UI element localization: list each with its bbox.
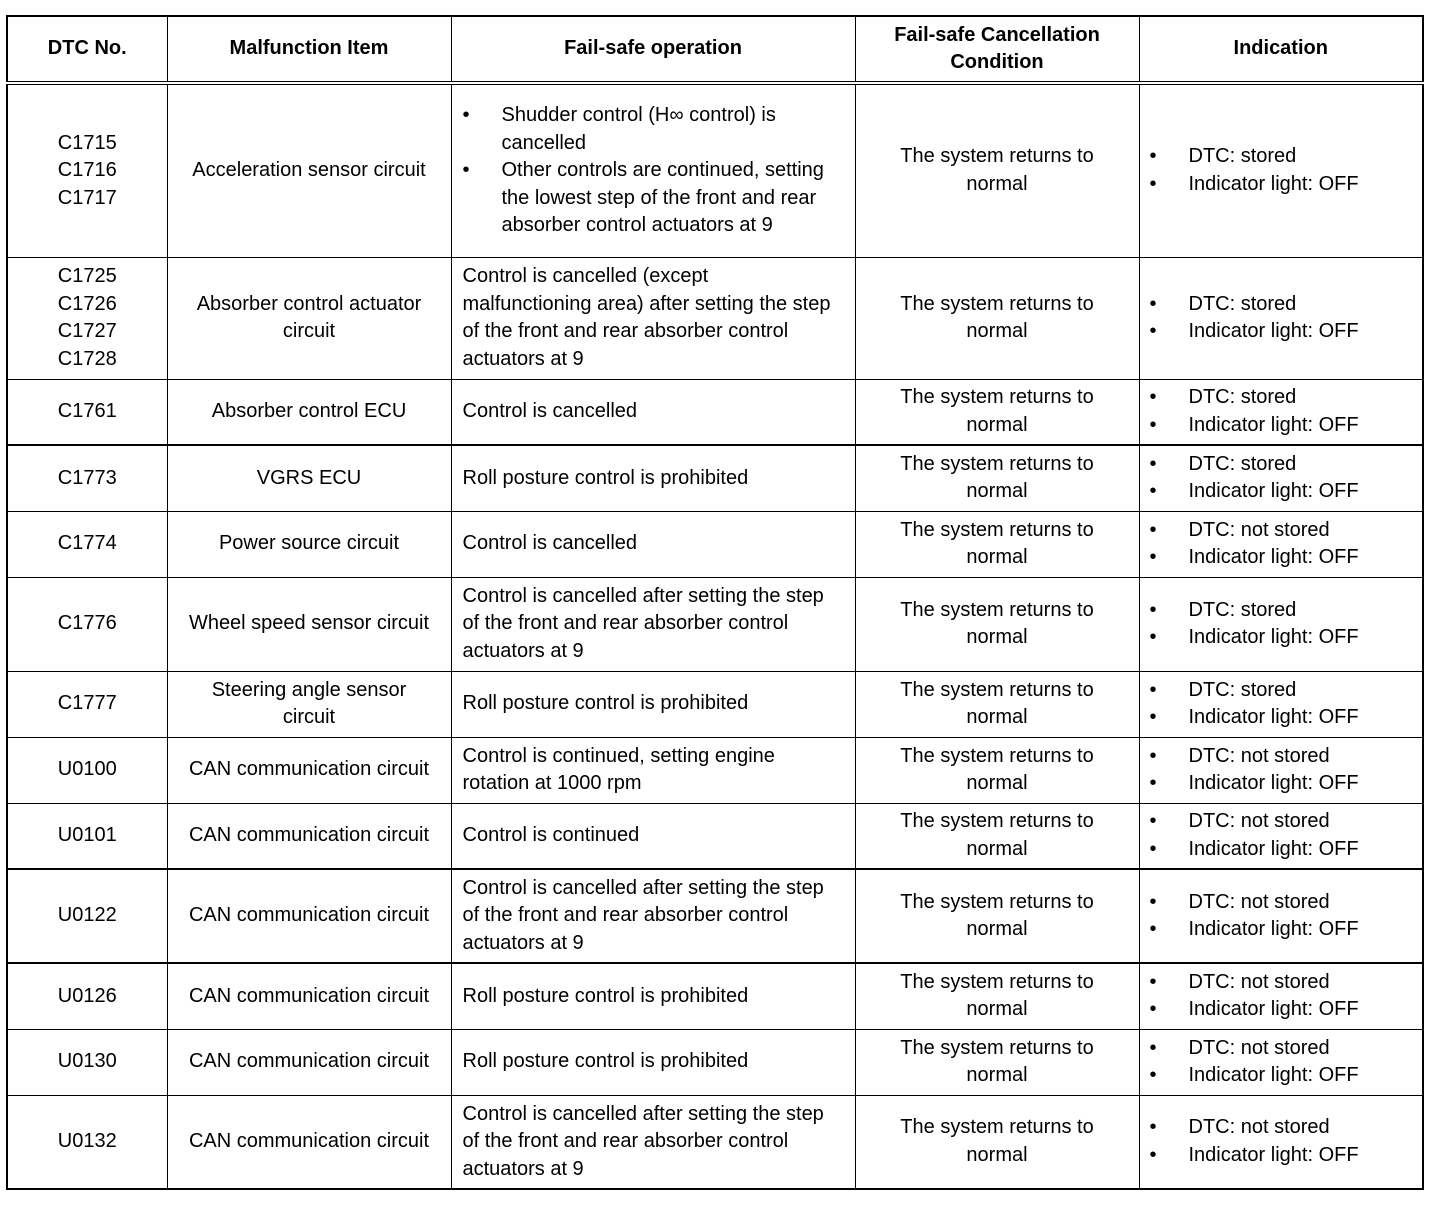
indication-cell (1139, 737, 1423, 803)
table-row (7, 737, 1423, 803)
malfunction-item-text: CAN communication circuit (188, 758, 430, 781)
table-row (7, 379, 1423, 445)
fail-safe-operation-cell (451, 671, 855, 737)
cancellation-condition-cell (855, 1029, 1139, 1095)
indication-item: • Indicator light: OFF (1150, 412, 1423, 440)
table-row (7, 1029, 1423, 1095)
cancellation-text: The system returns to normal (900, 810, 1094, 860)
operation-bullet-item: • Shudder control (H∞ control) is cancelled (463, 102, 835, 157)
indication-list (1150, 1114, 1423, 1169)
indication-item: • Indicator light: OFF (1150, 478, 1423, 506)
malfunction-item-text: CAN communication circuit (188, 1050, 430, 1073)
cancellation-condition-cell (855, 83, 1139, 257)
fail-safe-operation-cell (451, 577, 855, 671)
fail-safe-operation-cell (451, 511, 855, 577)
indication-item: • Indicator light: OFF (1150, 624, 1423, 652)
indication-item: • DTC: stored (1150, 451, 1423, 479)
dtc-code: U0101 (57, 824, 117, 846)
table-row (7, 803, 1423, 869)
indication-list (1150, 677, 1423, 732)
indication-item: • Indicator light: OFF (1150, 544, 1423, 572)
indication-item: • DTC: stored (1150, 291, 1423, 319)
cancellation-text: The system returns to normal (900, 1036, 1094, 1086)
indication-list (1150, 291, 1423, 346)
operation-text: Control is cancelled (462, 532, 638, 555)
table-row (7, 83, 1423, 257)
dtc-code: C1776 (57, 612, 117, 635)
cancellation-text: The system returns to normal (900, 452, 1094, 503)
fail-safe-operation-cell (451, 963, 855, 1029)
cancellation-text: The system returns to normal (900, 970, 1094, 1021)
cancellation-condition-cell (855, 1095, 1139, 1189)
cancellation-text: The system returns to normal (900, 518, 1094, 568)
operation-text: Control is cancelled after setting the step of the front and rear absorber control actuators at 9 (462, 584, 824, 662)
indication-cell (1139, 379, 1423, 445)
dtc-cell (7, 379, 167, 445)
cancellation-text: The system returns to normal (900, 890, 1094, 940)
operation-text: Roll posture control is prohibited (462, 1050, 749, 1073)
operation-text: Control is cancelled after setting the step of the front and rear absorber control actuators at 9 (462, 1102, 824, 1180)
cancellation-text: The system returns to normal (900, 386, 1094, 436)
table-header-row (7, 16, 1423, 83)
operation-text: Control is cancelled after setting the step of the front and rear absorber control actuators at 9 (462, 876, 824, 954)
indication-item: • Indicator light: OFF (1150, 1062, 1423, 1090)
dtc-code: C1774 (57, 532, 117, 555)
fail-safe-table-wrapper (6, 15, 1422, 1190)
dtc-code: U0130 (57, 1050, 117, 1073)
dtc-code: C1777 (57, 692, 117, 715)
dtc-cell (7, 963, 167, 1029)
dtc-cell (7, 257, 167, 379)
cancellation-condition-cell (855, 803, 1139, 869)
table-row (7, 1095, 1423, 1189)
dtc-code: C1726 (57, 292, 117, 315)
indication-cell (1139, 577, 1423, 671)
indication-cell (1139, 511, 1423, 577)
indication-item: • DTC: not stored (1150, 1035, 1423, 1063)
dtc-cell (7, 1095, 167, 1189)
indication-cell (1139, 803, 1423, 869)
indication-item: • Indicator light: OFF (1150, 704, 1423, 732)
indication-item: • Indicator light: OFF (1150, 318, 1423, 346)
malfunction-item-cell (167, 83, 451, 257)
operation-text: Roll posture control is prohibited (462, 984, 749, 1007)
indication-list (1150, 808, 1423, 863)
dtc-code: C1761 (57, 400, 117, 422)
malfunction-item-text: Power source circuit (218, 532, 400, 555)
dtc-cell (7, 511, 167, 577)
indication-item: • Indicator light: OFF (1150, 996, 1423, 1024)
dtc-cell (7, 671, 167, 737)
cancellation-text: The system returns to normal (900, 744, 1094, 794)
indication-list (1150, 1035, 1423, 1090)
malfunction-item-cell (167, 963, 451, 1029)
dtc-code: U0122 (57, 904, 117, 927)
indication-item: • DTC: stored (1150, 677, 1423, 705)
dtc-code: C1728 (57, 347, 117, 370)
table-body (7, 83, 1423, 1189)
dtc-code: C1715 (57, 131, 117, 154)
cancellation-condition-cell (855, 379, 1139, 445)
indication-item: • DTC: stored (1150, 597, 1423, 625)
indication-item: • DTC: not stored (1150, 808, 1423, 836)
indication-cell (1139, 1095, 1423, 1189)
dtc-cell (7, 577, 167, 671)
cancellation-condition-cell (855, 445, 1139, 511)
fail-safe-operation-cell (451, 803, 855, 869)
cancellation-text: The system returns to normal (900, 1116, 1094, 1166)
header-indication: Indication (1139, 16, 1423, 83)
dtc-code: U0126 (57, 984, 117, 1007)
malfunction-item-cell (167, 1029, 451, 1095)
indication-cell (1139, 83, 1423, 257)
dtc-code: U0132 (57, 1130, 117, 1152)
header-fail-safe-operation: Fail-safe operation (451, 16, 855, 83)
dtc-cell (7, 1029, 167, 1095)
cancellation-text: The system returns to normal (900, 678, 1094, 728)
table-row (7, 963, 1423, 1029)
cancellation-text: The system returns to normal (900, 145, 1094, 195)
indication-item: • Indicator light: OFF (1150, 171, 1423, 199)
fail-safe-operation-cell (451, 737, 855, 803)
malfunction-item-text: Absorber control ECU (211, 400, 407, 422)
malfunction-item-cell (167, 869, 451, 963)
malfunction-item-cell (167, 671, 451, 737)
header-cancellation-text: Fail-safe Cancellation Condition (894, 23, 1100, 73)
cancellation-condition-cell (855, 577, 1139, 671)
malfunction-item-text: Steering angle sensor circuit (211, 678, 407, 728)
malfunction-item-cell (167, 511, 451, 577)
header-cancellation-condition (855, 16, 1139, 83)
indication-item: • DTC: stored (1150, 384, 1423, 412)
cancellation-condition-cell (855, 511, 1139, 577)
cancellation-condition-cell (855, 869, 1139, 963)
fail-safe-operation-cell (451, 869, 855, 963)
dtc-code: C1717 (57, 186, 117, 209)
table-row (7, 511, 1423, 577)
malfunction-item-text: CAN communication circuit (188, 984, 430, 1007)
malfunction-item-text: CAN communication circuit (188, 904, 430, 927)
indication-list (1150, 597, 1423, 652)
table-row (7, 671, 1423, 737)
malfunction-item-cell (167, 445, 451, 511)
indication-list (1150, 517, 1423, 572)
fail-safe-operation-cell (451, 379, 855, 445)
cancellation-text: The system returns to normal (900, 598, 1094, 648)
dtc-cell (7, 803, 167, 869)
indication-item: • DTC: not stored (1150, 743, 1423, 771)
operation-text: Roll posture control is prohibited (462, 692, 749, 715)
malfunction-item-text: Absorber control actuator circuit (196, 292, 422, 342)
indication-list (1150, 969, 1423, 1024)
operation-text: Roll posture control is prohibited (462, 466, 749, 489)
indication-cell (1139, 1029, 1423, 1095)
indication-list (1150, 889, 1423, 944)
dtc-code: C1773 (57, 466, 117, 489)
indication-item: • Indicator light: OFF (1150, 916, 1423, 944)
fail-safe-operation-cell (451, 1029, 855, 1095)
malfunction-item-text: CAN communication circuit (188, 1130, 430, 1152)
indication-item: • DTC: stored (1150, 143, 1423, 171)
dtc-code: C1727 (57, 320, 117, 342)
indication-cell (1139, 963, 1423, 1029)
malfunction-item-text: CAN communication circuit (188, 824, 430, 846)
malfunction-item-cell (167, 737, 451, 803)
cancellation-condition-cell (855, 737, 1139, 803)
cancellation-condition-cell (855, 963, 1139, 1029)
fail-safe-operation-cell (451, 445, 855, 511)
indication-item: • Indicator light: OFF (1150, 1142, 1423, 1170)
cancellation-condition-cell (855, 257, 1139, 379)
malfunction-item-text: VGRS ECU (256, 466, 362, 489)
dtc-cell (7, 869, 167, 963)
dtc-cell (7, 737, 167, 803)
indication-cell (1139, 445, 1423, 511)
table-row (7, 445, 1423, 511)
dtc-cell (7, 445, 167, 511)
operation-bullet-list (463, 102, 835, 240)
indication-cell (1139, 671, 1423, 737)
table-row (7, 577, 1423, 671)
cancellation-text: The system returns to normal (900, 292, 1094, 342)
indication-cell (1139, 869, 1423, 963)
table-row (7, 869, 1423, 963)
operation-text: Control is continued (462, 824, 640, 846)
header-dtc-no: DTC No. (7, 16, 167, 83)
table-row (7, 257, 1423, 379)
dtc-code: U0100 (57, 758, 117, 781)
operation-text: Control is cancelled (462, 400, 638, 422)
indication-item: • DTC: not stored (1150, 969, 1423, 997)
indication-list (1150, 143, 1423, 198)
indication-item: • Indicator light: OFF (1150, 770, 1423, 798)
fail-safe-operation-cell (451, 257, 855, 379)
indication-item: • Indicator light: OFF (1150, 836, 1423, 864)
malfunction-item-cell (167, 577, 451, 671)
indication-item: • DTC: not stored (1150, 889, 1423, 917)
fail-safe-table (6, 15, 1424, 1190)
indication-item: • DTC: not stored (1150, 1114, 1423, 1142)
indication-list (1150, 743, 1423, 798)
malfunction-item-cell (167, 1095, 451, 1189)
indication-list (1150, 451, 1423, 506)
fail-safe-operation-cell (451, 83, 855, 257)
dtc-code: C1725 (57, 265, 117, 287)
indication-item: • DTC: not stored (1150, 517, 1423, 545)
operation-text: Control is continued, setting engine rotation at 1000 rpm (462, 744, 775, 794)
operation-bullet-item: • Other controls are continued, setting the lowest step of the front and rear absorber control actuators at 9 (463, 157, 835, 240)
indication-cell (1139, 257, 1423, 379)
operation-text: Control is cancelled (except malfunctioning area) after setting the step of the front and rear absorber control actuators at 9 (462, 265, 831, 370)
header-malfunction-item: Malfunction Item (167, 16, 451, 83)
malfunction-item-cell (167, 379, 451, 445)
malfunction-item-text: Acceleration sensor circuit (192, 159, 426, 181)
fail-safe-operation-cell (451, 1095, 855, 1189)
malfunction-item-cell (167, 257, 451, 379)
indication-list (1150, 384, 1423, 439)
malfunction-item-text: Wheel speed sensor circuit (188, 612, 430, 635)
cancellation-condition-cell (855, 671, 1139, 737)
dtc-code: C1716 (57, 159, 117, 181)
dtc-cell (7, 83, 167, 257)
malfunction-item-cell (167, 803, 451, 869)
